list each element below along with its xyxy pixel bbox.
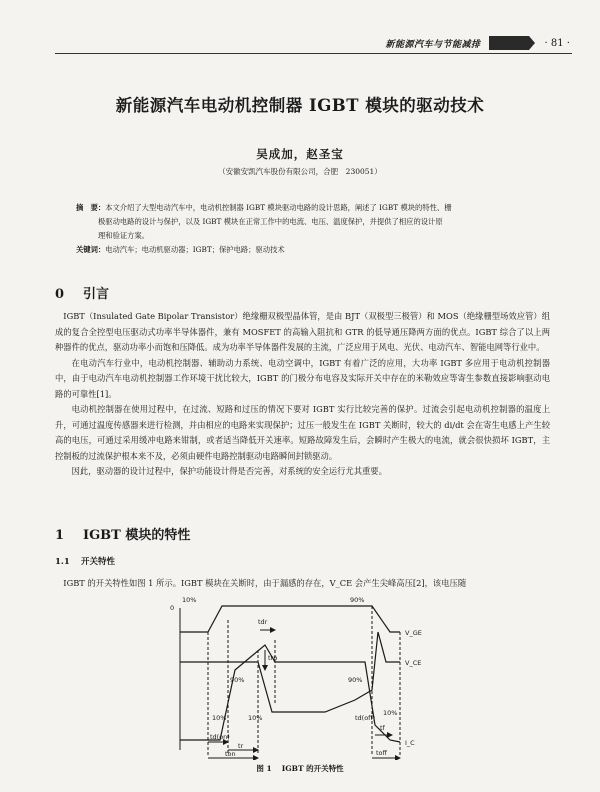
section-title: 引言 — [83, 287, 110, 302]
ic-label: I_C — [405, 739, 415, 747]
intro-paragraph-2: 在电动汽车行业中，电动机控制器、辅助动力系统、电动空调中，IGBT 有着广泛的应用，大功率 IGBT 多应用于电动机控制器中，由于电动汽车电动机控制器工作环境干扰比较大，IGBT 的门极分布电容及实际开关中存在的米勒效应等寄生参数直接影响驱动电路的可靠性[1]。 — [55, 357, 550, 399]
ton-label: ton — [225, 750, 236, 758]
vge-10pct-label: 10% — [182, 596, 197, 604]
tf-label: tf — [380, 724, 385, 732]
section-heading-intro — [55, 283, 109, 302]
vge-90pct-label: 90% — [350, 596, 365, 604]
switching-paragraph-1: IGBT 的开关特性如图 1 所示。IGBT 模块在关断时，由于漏感的存在，V_CE 会产生尖峰高压[2]，该电压随 — [63, 578, 467, 588]
figure-number: 图 1 — [256, 764, 272, 773]
subsection-title: 开关特性 — [81, 557, 116, 567]
authors: 吴成加，赵圣宝 — [256, 147, 344, 161]
subsection-heading-switching — [55, 555, 115, 567]
intro-body — [55, 309, 550, 480]
ic-10pct-off-label: 10% — [383, 709, 398, 717]
keywords-text: 电动汽车；电动机驱动器；IGBT；保护电路；驱动技术 — [105, 245, 285, 254]
intro-paragraph-1: IGBT（Insulated Gate Bipolar Transistor）绝缘栅双极型晶体管，是由 BJT（双极型三极管）和 MOS（绝缘栅型场效应管）组成的复合全控型电压驱动式功率半导体器件，兼有 MOSFET 的高输入阻抗和 GTR 的低导通压降两方面的优点。IGBT 综合了以上两种器件的优点，驱动功率小而饱和压降低。成为功率半导体器件发展的主流，广泛应用于风电、光伏、电动汽车、智能电网等行业中。 — [55, 311, 550, 352]
keywords-label: 关键词： — [76, 245, 106, 254]
ic-10pct-on-label: 10% — [212, 714, 227, 722]
tdoff-label: td(off) — [355, 714, 376, 722]
abstract-label: 摘 要： — [76, 203, 106, 212]
running-header — [386, 36, 570, 50]
abstract-line-2: 极驱动电路的设计与保护，以及 IGBT 模块在正常工作中的电流、电压、温度保护，并提供了相应的设计原 — [98, 217, 443, 226]
figure-1-switching-characteristics — [100, 590, 540, 760]
paper-title: 新能源汽车电动机控制器 IGBT 模块的驱动技术 — [115, 96, 485, 115]
subsection-number: 1.1 — [55, 557, 70, 567]
abstract — [76, 201, 546, 243]
keywords — [76, 245, 546, 255]
affiliation: （安徽安凯汽车股份有限公司，合肥 230051） — [218, 167, 382, 176]
tr-label: tr — [238, 742, 244, 750]
journal-name: 新能源汽车与节能减排 — [385, 39, 481, 50]
tdr-label: tdr — [258, 618, 268, 626]
vce-label: V_CE — [405, 659, 422, 667]
tdon-label: td(on) — [210, 733, 230, 741]
figure-caption-text: IGBT 的开关特性 — [281, 764, 344, 773]
page-number: · 81 · — [544, 37, 570, 49]
intro-paragraph-4: 因此，驱动器的设计过程中，保护功能设计得是否完善，对系统的安全运行尤其重要。 — [71, 466, 387, 476]
abstract-line-3: 理和验证方案。 — [98, 231, 150, 240]
vge-label: V_GE — [405, 629, 422, 637]
abstract-line-1: 本文介绍了大型电动汽车中，电动机控制器 IGBT 模块驱动电路的设计思路，阐述了 IGBT 模块的特性、栅 — [105, 203, 452, 212]
section-heading-igbt — [55, 524, 190, 543]
vce-10pct-on-label: 10% — [248, 714, 263, 722]
vge-waveform — [180, 606, 400, 632]
journal-badge-icon — [489, 36, 529, 50]
trp-label: trp — [268, 654, 278, 662]
intro-paragraph-3: 电动机控制器在使用过程中，在过流、短路和过压的情况下要对 IGBT 实行比较完善的保护。过流会引起电动机控制器的温度上升，可通过温度传感器来进行检测，并由相应的电路来实现保护；过压一般发生在 IGBT 关断时，较大的 di/dt 会在寄生电感上产生较高的电压，可通过采用缓冲电路来钳制，或者适当降低开关速率。短路故障发生后，会瞬时产生极大的电流，就会很快损坏 IGBT，主控制板的过流保护根本来不及，必须由硬件电路控制驱动电路瞬间封锁驱动。 — [55, 404, 550, 461]
figure-caption — [0, 763, 600, 774]
section-title: IGBT 模块的特性 — [83, 528, 191, 543]
vce-90pct-label: 90% — [348, 676, 363, 684]
toff-label: toff — [376, 749, 388, 757]
section-number: 0 — [55, 287, 65, 302]
header-divider — [55, 53, 572, 54]
zero-label: 0 — [170, 604, 175, 612]
ic-90pct-label: 90% — [230, 676, 245, 684]
section-number: 1 — [55, 528, 65, 543]
switching-waveform-diagram — [100, 590, 540, 760]
